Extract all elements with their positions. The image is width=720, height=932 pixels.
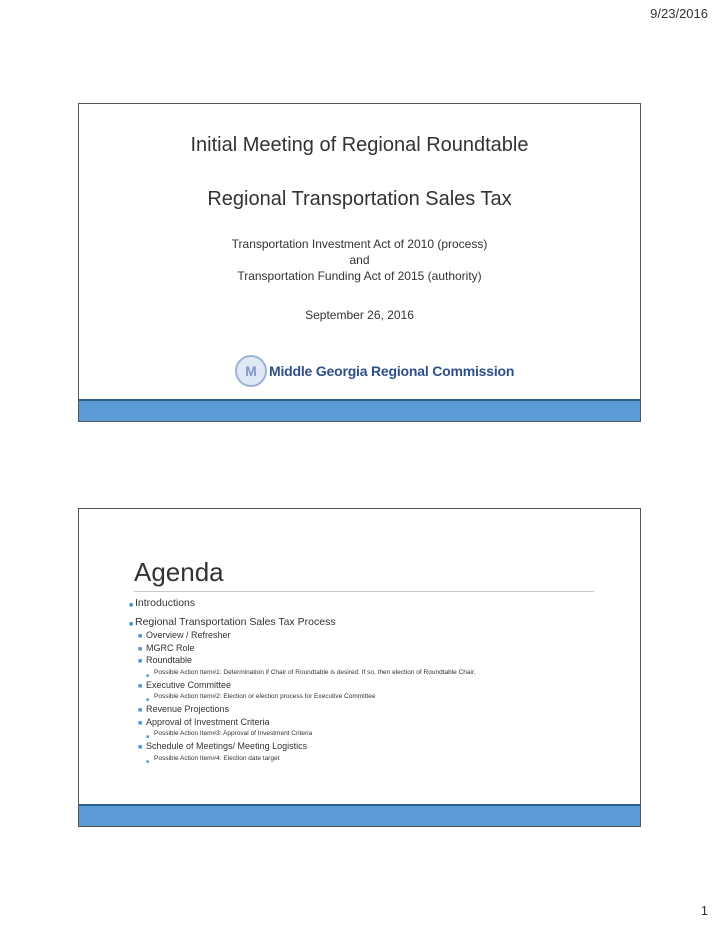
agenda-action-item bbox=[129, 728, 620, 740]
agenda-subitem bbox=[129, 703, 620, 716]
square-bullet-icon: ■ bbox=[138, 682, 143, 690]
square-bullet-icon: ■ bbox=[129, 621, 134, 628]
agenda-action-item bbox=[129, 753, 620, 765]
square-bullet-icon: ■ bbox=[138, 658, 143, 665]
agenda-item-label: Possible Action Item#1: Determination if Chair of Roundtable is desired. If so, then election of Roundtable Chair. bbox=[154, 668, 476, 676]
agenda-item-label: MGRC Role bbox=[146, 642, 195, 653]
square-bullet-icon: ■ bbox=[146, 697, 150, 703]
agenda-action-item bbox=[129, 667, 620, 679]
agenda-list bbox=[129, 597, 620, 765]
agenda-item bbox=[129, 616, 620, 629]
agenda-item-label: Introductions bbox=[135, 597, 196, 609]
meeting-date: September 26, 2016 bbox=[305, 308, 414, 322]
square-bullet-icon: ■ bbox=[138, 707, 143, 714]
agenda-action-item bbox=[129, 691, 620, 703]
page-date: 9/23/2016 bbox=[650, 6, 708, 21]
agenda-subitem bbox=[129, 740, 620, 753]
slide-title: Initial Meeting of Regional Roundtable bbox=[190, 134, 529, 156]
agenda-subitem bbox=[129, 679, 620, 692]
agenda-subitem bbox=[129, 642, 620, 655]
square-bullet-icon: ■ bbox=[146, 672, 150, 679]
square-bullet-icon: ■ bbox=[129, 602, 134, 609]
agenda-slide bbox=[78, 508, 641, 827]
agenda-subitem bbox=[129, 716, 620, 729]
agenda-item-label: Regional Transportation Sales Tax Process bbox=[135, 616, 336, 628]
square-bullet-icon: ■ bbox=[138, 744, 143, 751]
footer-band bbox=[79, 399, 640, 421]
title-divider bbox=[134, 591, 594, 592]
agenda-item-label: Roundtable bbox=[146, 655, 193, 665]
footer-band bbox=[79, 804, 640, 826]
agenda-item-label: Possible Action Item#3: Approval of Investment Criteria bbox=[154, 730, 313, 737]
agenda-item-label: Overview / Refresher bbox=[146, 630, 231, 640]
agenda-item-label: Possible Action Item#2: Election or election process for Executive Committee bbox=[154, 693, 376, 700]
agenda-item-label: Possible Action Item#4: Election date target bbox=[154, 754, 280, 762]
slide-subtitle: Regional Transportation Sales Tax bbox=[207, 188, 512, 210]
agenda-subitem bbox=[129, 654, 620, 667]
act-2010-line: Transportation Investment Act of 2010 (process) bbox=[231, 237, 488, 251]
agenda-item-label: Approval of Investment Criteria bbox=[146, 716, 270, 727]
agenda-item bbox=[129, 597, 620, 610]
and-line: and bbox=[349, 253, 370, 267]
mgrc-logo-icon: M bbox=[235, 355, 267, 387]
square-bullet-icon: ■ bbox=[138, 633, 143, 640]
act-2015-line: Transportation Funding Act of 2015 (authority) bbox=[237, 269, 482, 283]
agenda-item-label: Executive Committee bbox=[146, 679, 232, 690]
agenda-item-label: Schedule of Meetings/ Meeting Logistics bbox=[146, 741, 308, 751]
agenda-title: Agenda bbox=[134, 557, 224, 587]
square-bullet-icon: ■ bbox=[146, 734, 150, 740]
square-bullet-icon: ■ bbox=[138, 645, 143, 653]
mgrc-logo bbox=[235, 356, 514, 386]
square-bullet-icon: ■ bbox=[146, 758, 150, 765]
page-number: 1 bbox=[700, 903, 708, 918]
square-bullet-icon: ■ bbox=[138, 719, 143, 727]
title-slide bbox=[78, 103, 641, 422]
agenda-item-label: Revenue Projections bbox=[146, 704, 230, 714]
agenda-subitem bbox=[129, 629, 620, 642]
logo-text: Middle Georgia Regional Commission bbox=[269, 363, 515, 379]
